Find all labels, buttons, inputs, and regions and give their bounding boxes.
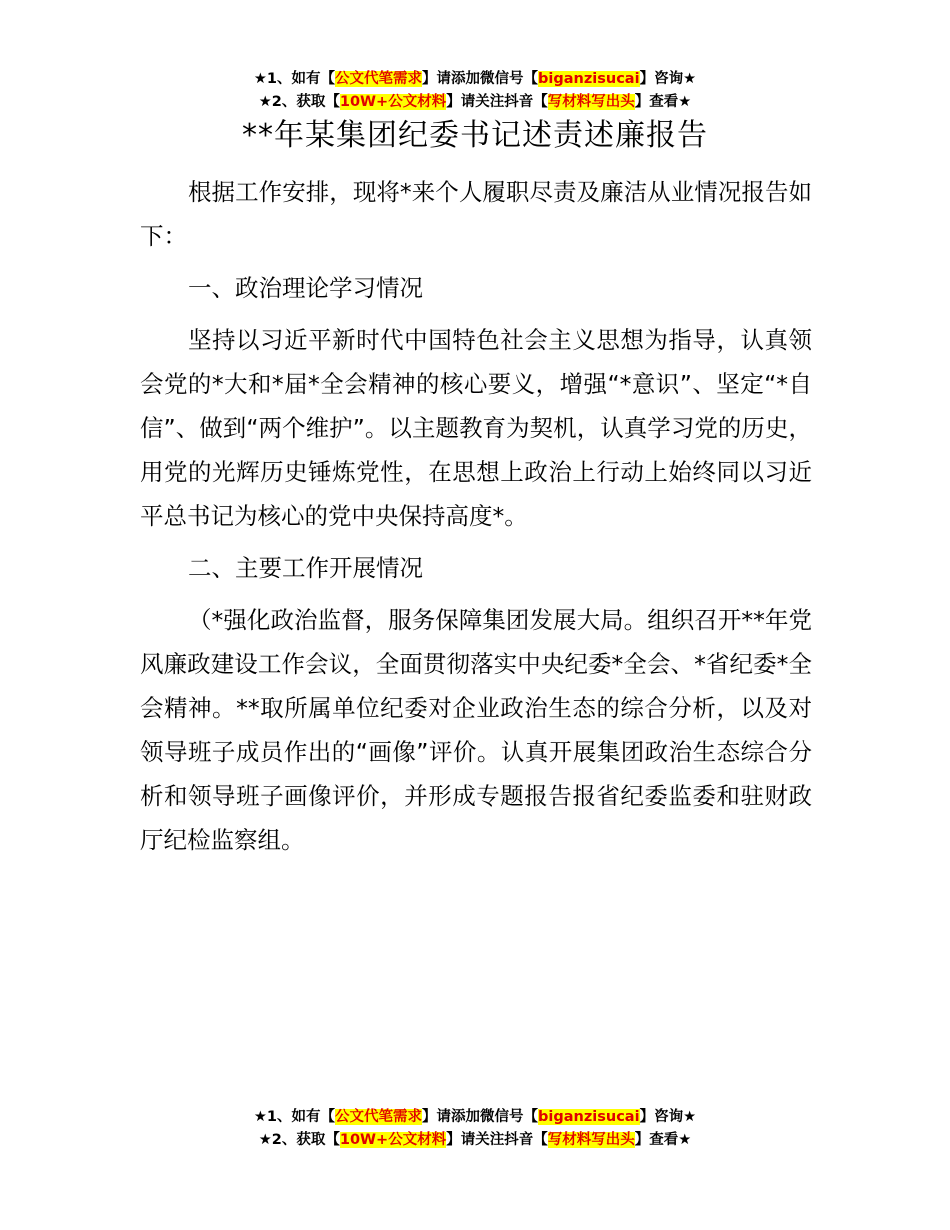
promo-text: ★2、获取【 [258,1132,340,1148]
promo-line-1 [0,1106,950,1129]
promo-line-2 [0,1129,950,1152]
promo-line-2 [0,91,950,114]
promo-highlight: 10W+公文材料 [339,1132,447,1148]
section-1-paragraph: 坚持以习近平新时代中国特色社会主义思想为指导，认真领会党的*大和*届*全会精神的核心要义，增强“*意识”、坚定“*自信”、做到“两个维护”。以主题教育为契机，认真学习党的历史，用党的光辉历史锤炼党性，在思想上政治上行动上始终同以习近平总书记为核心的党中央保持高度*。 [140,326,812,530]
document-body [140,170,812,870]
promo-text: 】请添加微信号【 [422,1109,539,1125]
promo-wechat-id: biganzisucai [538,71,640,87]
promo-highlight: 10W+公文材料 [339,94,447,110]
section-1-heading: 一、政治理论学习情况 [188,274,423,302]
promo-highlight: 公文代笔需求 [335,1109,423,1125]
promo-wechat-id: biganzisucai [538,1109,640,1125]
footer-promo-banner [0,1106,950,1152]
promo-line-1 [0,68,950,91]
promo-text: ★1、如有【 [253,71,336,87]
promo-highlight: 公文代笔需求 [335,71,423,87]
promo-text: 】咨询★ [639,71,697,87]
intro-paragraph: 根据工作安排，现将*来个人履职尽责及廉洁从业情况报告如下： [140,178,812,250]
promo-text: 】查看★ [634,1132,692,1148]
promo-text: 】咨询★ [639,1109,697,1125]
header-promo-banner [0,68,950,114]
promo-text: ★2、获取【 [258,94,340,110]
promo-text: 】请添加微信号【 [422,71,539,87]
document-title: **年某集团纪委书记述责述廉报告 [242,118,708,153]
section-2-heading: 二、主要工作开展情况 [188,554,423,582]
promo-text: 】查看★ [634,94,692,110]
section-2-paragraph: （*强化政治监督，服务保障集团发展大局。组织召开**年党风廉政建设工作会议，全面贯彻落实中央纪委*全会、*省纪委*全会精神。**取所属单位纪委对企业政治生态的综合分析，以及对领导班子成员作出的“画像”评价。认真开展集团政治生态综合分析和领导班子画像评价，并形成专题报告报省纪委监委和驻财政厅纪检监察组。 [140,606,812,854]
promo-text: 】请关注抖音【 [446,1132,548,1148]
promo-douyin-name: 写材料写出头 [547,1132,635,1148]
promo-text: ★1、如有【 [253,1109,336,1125]
promo-text: 】请关注抖音【 [446,94,548,110]
promo-douyin-name: 写材料写出头 [547,94,635,110]
